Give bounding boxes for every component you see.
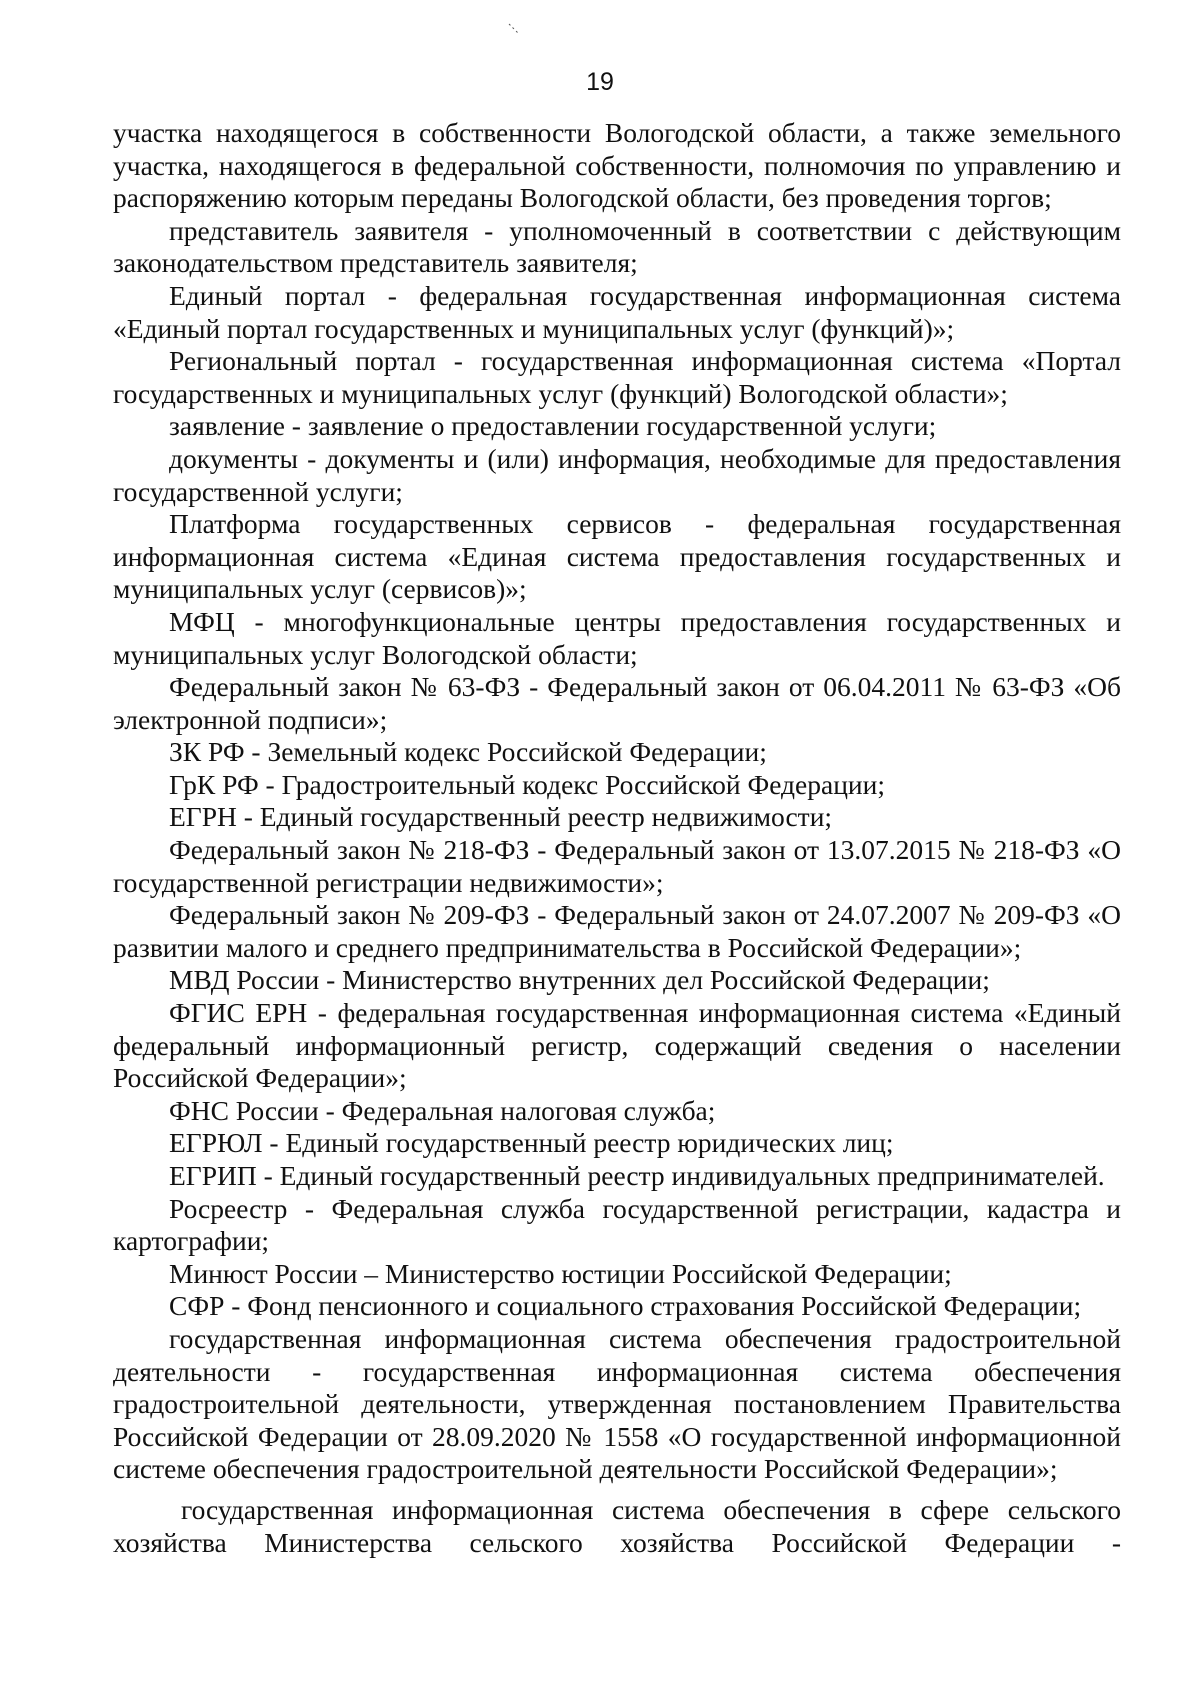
paragraph-federal-law-218: Федеральный закон № 218-ФЗ - Федеральный закон от 13.07.2015 № 218-ФЗ «О государственной регистрации недвижимости»; [113, 834, 1121, 898]
paragraph-mvd: МВД России - Министерство внутренних дел Российской Федерации; [169, 964, 990, 996]
paragraph-urban-planning-code: ГрК РФ - Градостроительный кодекс Российской Федерации; [169, 768, 885, 800]
paragraph-gov-services-platform: Платформа государственных сервисов - федеральная государственная информационная система «Единая система предоставления государственных и муниципальных услуг (сервисов)»; [113, 508, 1121, 605]
paragraph-unified-portal: Единый портал - федеральная государственная информационная система «Единый портал государственных и муниципальных услуг (функций)»; [113, 279, 1121, 344]
paragraph-federal-law-63: Федеральный закон № 63-ФЗ - Федеральный закон от 06.04.2011 № 63-ФЗ «Об электронной подписи»; [113, 671, 1121, 735]
paragraph-applicant-representative: представитель заявителя - уполномоченный в соответствии с действующим законодательством представитель заявителя; [113, 214, 1121, 279]
paragraph-fgis-ern: ФГИС ЕРН - федеральная государственная информационная система «Единый федеральный информационный регистр, содержащий сведения о населении Российской Федерации»; [113, 997, 1121, 1094]
page-number: 19 [586, 68, 614, 96]
paragraph-regional-portal: Региональный портал - государственная информационная система «Портал государственных и муниципальных услуг (функций) Вологодской области»; [113, 345, 1121, 409]
paragraph-fns: ФНС России - Федеральная налоговая служба; [169, 1094, 716, 1126]
paragraph-egrul: ЕГРЮЛ - Единый государственный реестр юридических лиц; [169, 1127, 894, 1159]
paragraph-egrip: ЕГРИП - Единый государственный реестр индивидуальных предпринимателей. [169, 1160, 1105, 1191]
paragraph-gisogd: государственная информационная система обеспечения градостроительной деятельности - государственная информационная система обеспечения градостроительной деятельности, утвержденная постановлением Правительства Российской Федерации от 28.09.2020 № 1558 «О государственной информационной системе обеспечения градостроительной деятельности Российской Федерации»; [113, 1322, 1121, 1485]
paragraph-federal-law-209: Федеральный закон № 209-ФЗ - Федеральный закон от 24.07.2007 № 209-ФЗ «О развитии малого и среднего предпринимательства в Российской Федерации»; [113, 899, 1121, 963]
paragraph-agriculture-gis: государственная информационная система обеспечения в сфере сельского хозяйства Министерства сельского хозяйства Российской Федерации - [113, 1493, 1121, 1558]
paragraph-sfr: СФР - Фонд пенсионного и социального страхования Российской Федерации; [169, 1290, 1082, 1322]
paragraph-land-plot-continuation: участка находящегося в собственности Вологодской области, а также земельного участка, находящегося в федеральной собственности, полномочия по управлению и распоряжению которым переданы Вологодской области, без проведения торгов; [113, 117, 1121, 214]
paragraph-documents: документы - документы и (или) информация, необходимые для предоставления государственной услуги; [113, 442, 1121, 507]
paragraph-egrn: ЕГРН - Единый государственный реестр недвижимости; [169, 801, 833, 833]
scan-speck-mark [507, 22, 521, 36]
paragraph-land-code: ЗК РФ - Земельный кодекс Российской Федерации; [169, 736, 767, 768]
document-body [113, 117, 1121, 1559]
paragraph-mfc: МФЦ - многофункциональные центры предоставления государственных и муниципальных услуг Вологодской области; [113, 605, 1121, 670]
paragraph-minjust: Минюст России – Министерство юстиции Российской Федерации; [169, 1257, 952, 1289]
paragraph-application: заявление - заявление о предоставлении государственной услуги; [169, 410, 937, 442]
paragraph-rosreestr: Росреестр - Федеральная служба государственной регистрации, кадастра и картографии; [113, 1192, 1121, 1257]
